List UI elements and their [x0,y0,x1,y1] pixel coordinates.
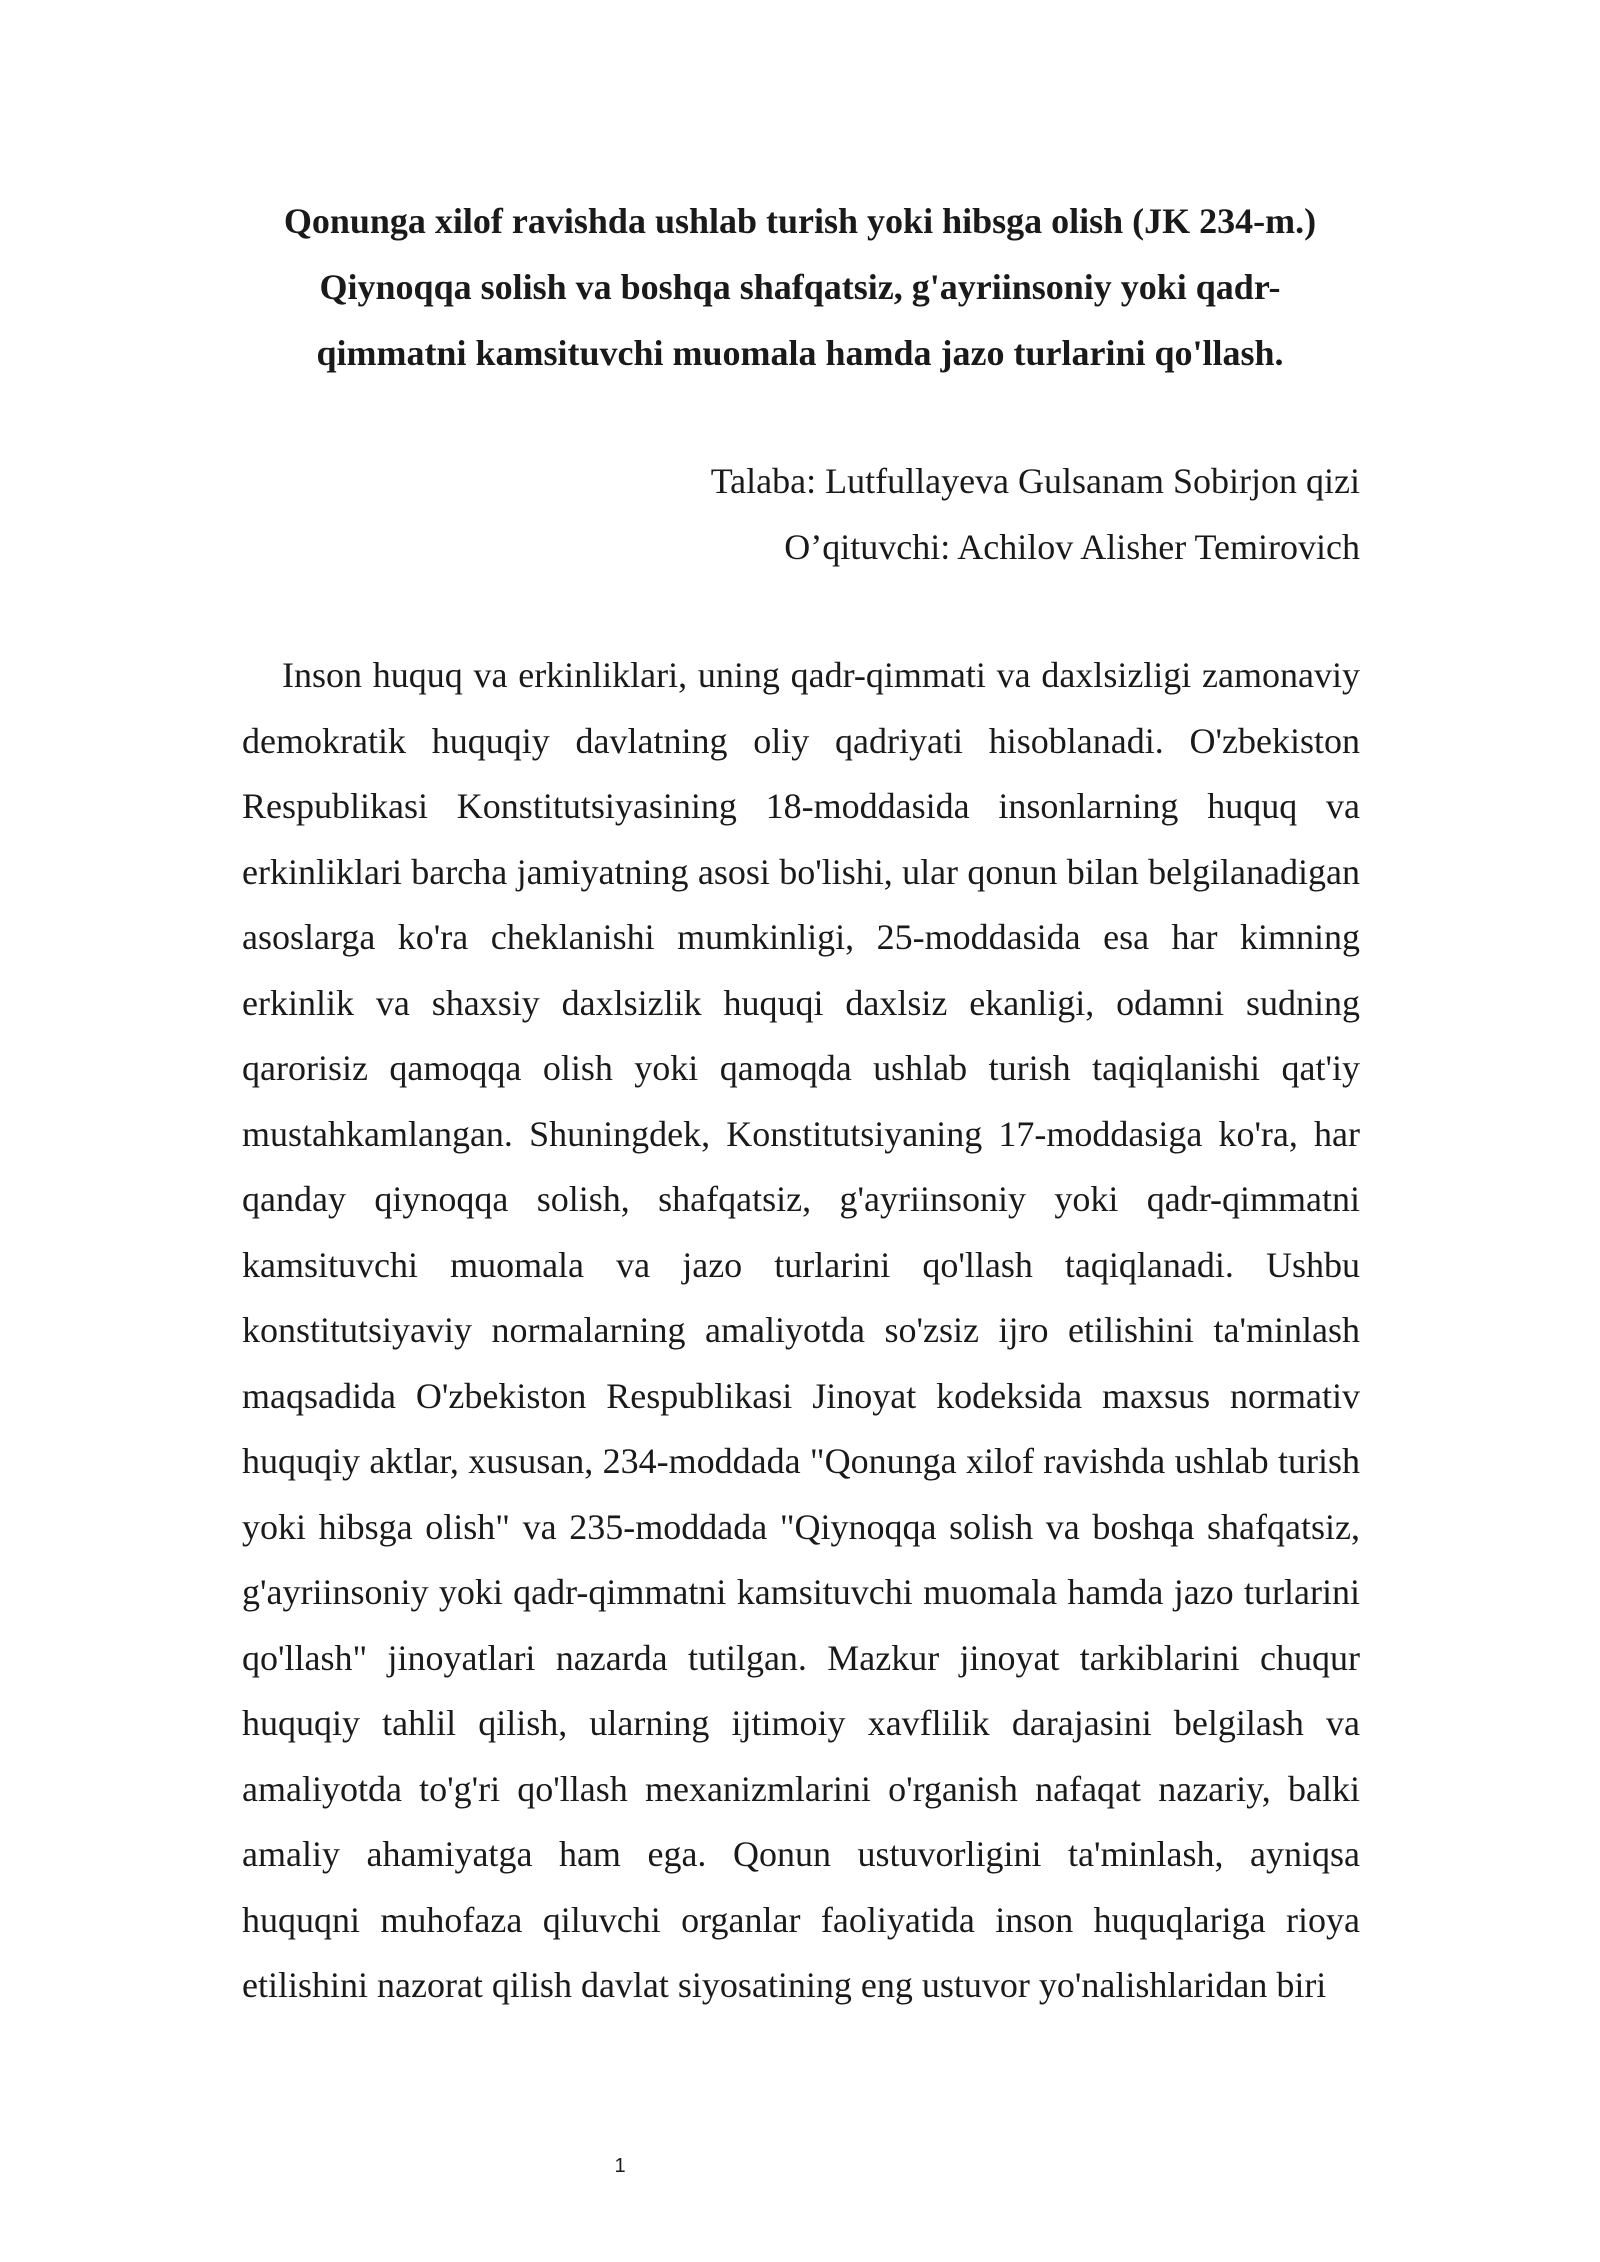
title-line-1: Qonunga xilof ravishda ushlab turish yoki hibsga olish (JK 234-m.) [283,201,1317,241]
title-line-3: qimmatni kamsituvchi muomala hamda jazo turlarini qo'llash. [316,333,1284,373]
student-name: Talaba: Lutfullayeva Gulsanam Sobirjon qizi [710,461,1360,501]
title-line-2: Qiynoqqa solish va boshqa shafqatsiz, g'ayriinsoniy yoki qadr- [319,267,1281,307]
body-paragraph: Inson huquq va erkinliklari, uning qadr-qimmati va daxlsizligi zamonaviy demokratik huquqiy davlatning oliy qadriyati hisoblanadi. O'zbekiston Respublikasi Konstitutsiyasining 18-moddasida insonlarning huquq va erkinliklari barcha jamiyatning asosi bo'lishi, ular qonun bilan belgilanadigan asoslarga ko'ra cheklanishi mumkinligi, 25-moddasida esa har kimning erkinlik va shaxsiy daxlsizlik huquqi daxlsiz ekanligi, odamni sudning qarorisiz qamoqqa olish yoki qamoqda ushlab turish taqiqlanishi qat'iy mustahkamlangan. Shuningdek, Konstitutsiyaning 17-moddasiga ko'ra, har qanday qiynoqqa solish, shafqatsiz, g'ayriinsoniy yoki qadr-qimmatni kamsituvchi muomala va jazo turlarini qo'llash taqiqlanadi. Ushbu konstitutsiyaviy normalarning amaliyotda so'zsiz ijro etilishini ta'minlash maqsadida O'zbekiston Respublikasi Jinoyat kodeksida maxsus normativ huquqiy aktlar, xususan, 234-moddada "Qonunga xilof ravishda ushlab turish yoki hibsga olish" va 235-moddada "Qiynoqqa solish va boshqa shafqatsiz, g'ayriinsoniy yoki qadr-qimmatni kamsituvchi muomala hamda jazo turlarini qo'llash" jinoyatlari nazarda tutilgan. Mazkur jinoyat tarkiblarini chuqur huquqiy tahlil qilish, ularning ijtimoiy xavflilik darajasini belgilash va amaliyotda to'g'ri qo'llash mexanizmlarini o'rganish nafaqat nazariy, balki amaliy ahamiyatga ham ega. Qonun ustuvorligini ta'minlash, ayniqsa huquqni muhofaza qiluvchi organlar faoliyatida inson huquqlariga rioya etilishini nazorat qilish davlat siyosatining eng ustuvor yo'nalishlaridan biri [242,655,1360,2005]
document-title [240,188,1360,386]
author-block [711,448,1360,580]
teacher-name: O’qituvchi: Achilov Alisher Temirovich [784,527,1360,567]
page-number: 1 [614,2155,626,2177]
